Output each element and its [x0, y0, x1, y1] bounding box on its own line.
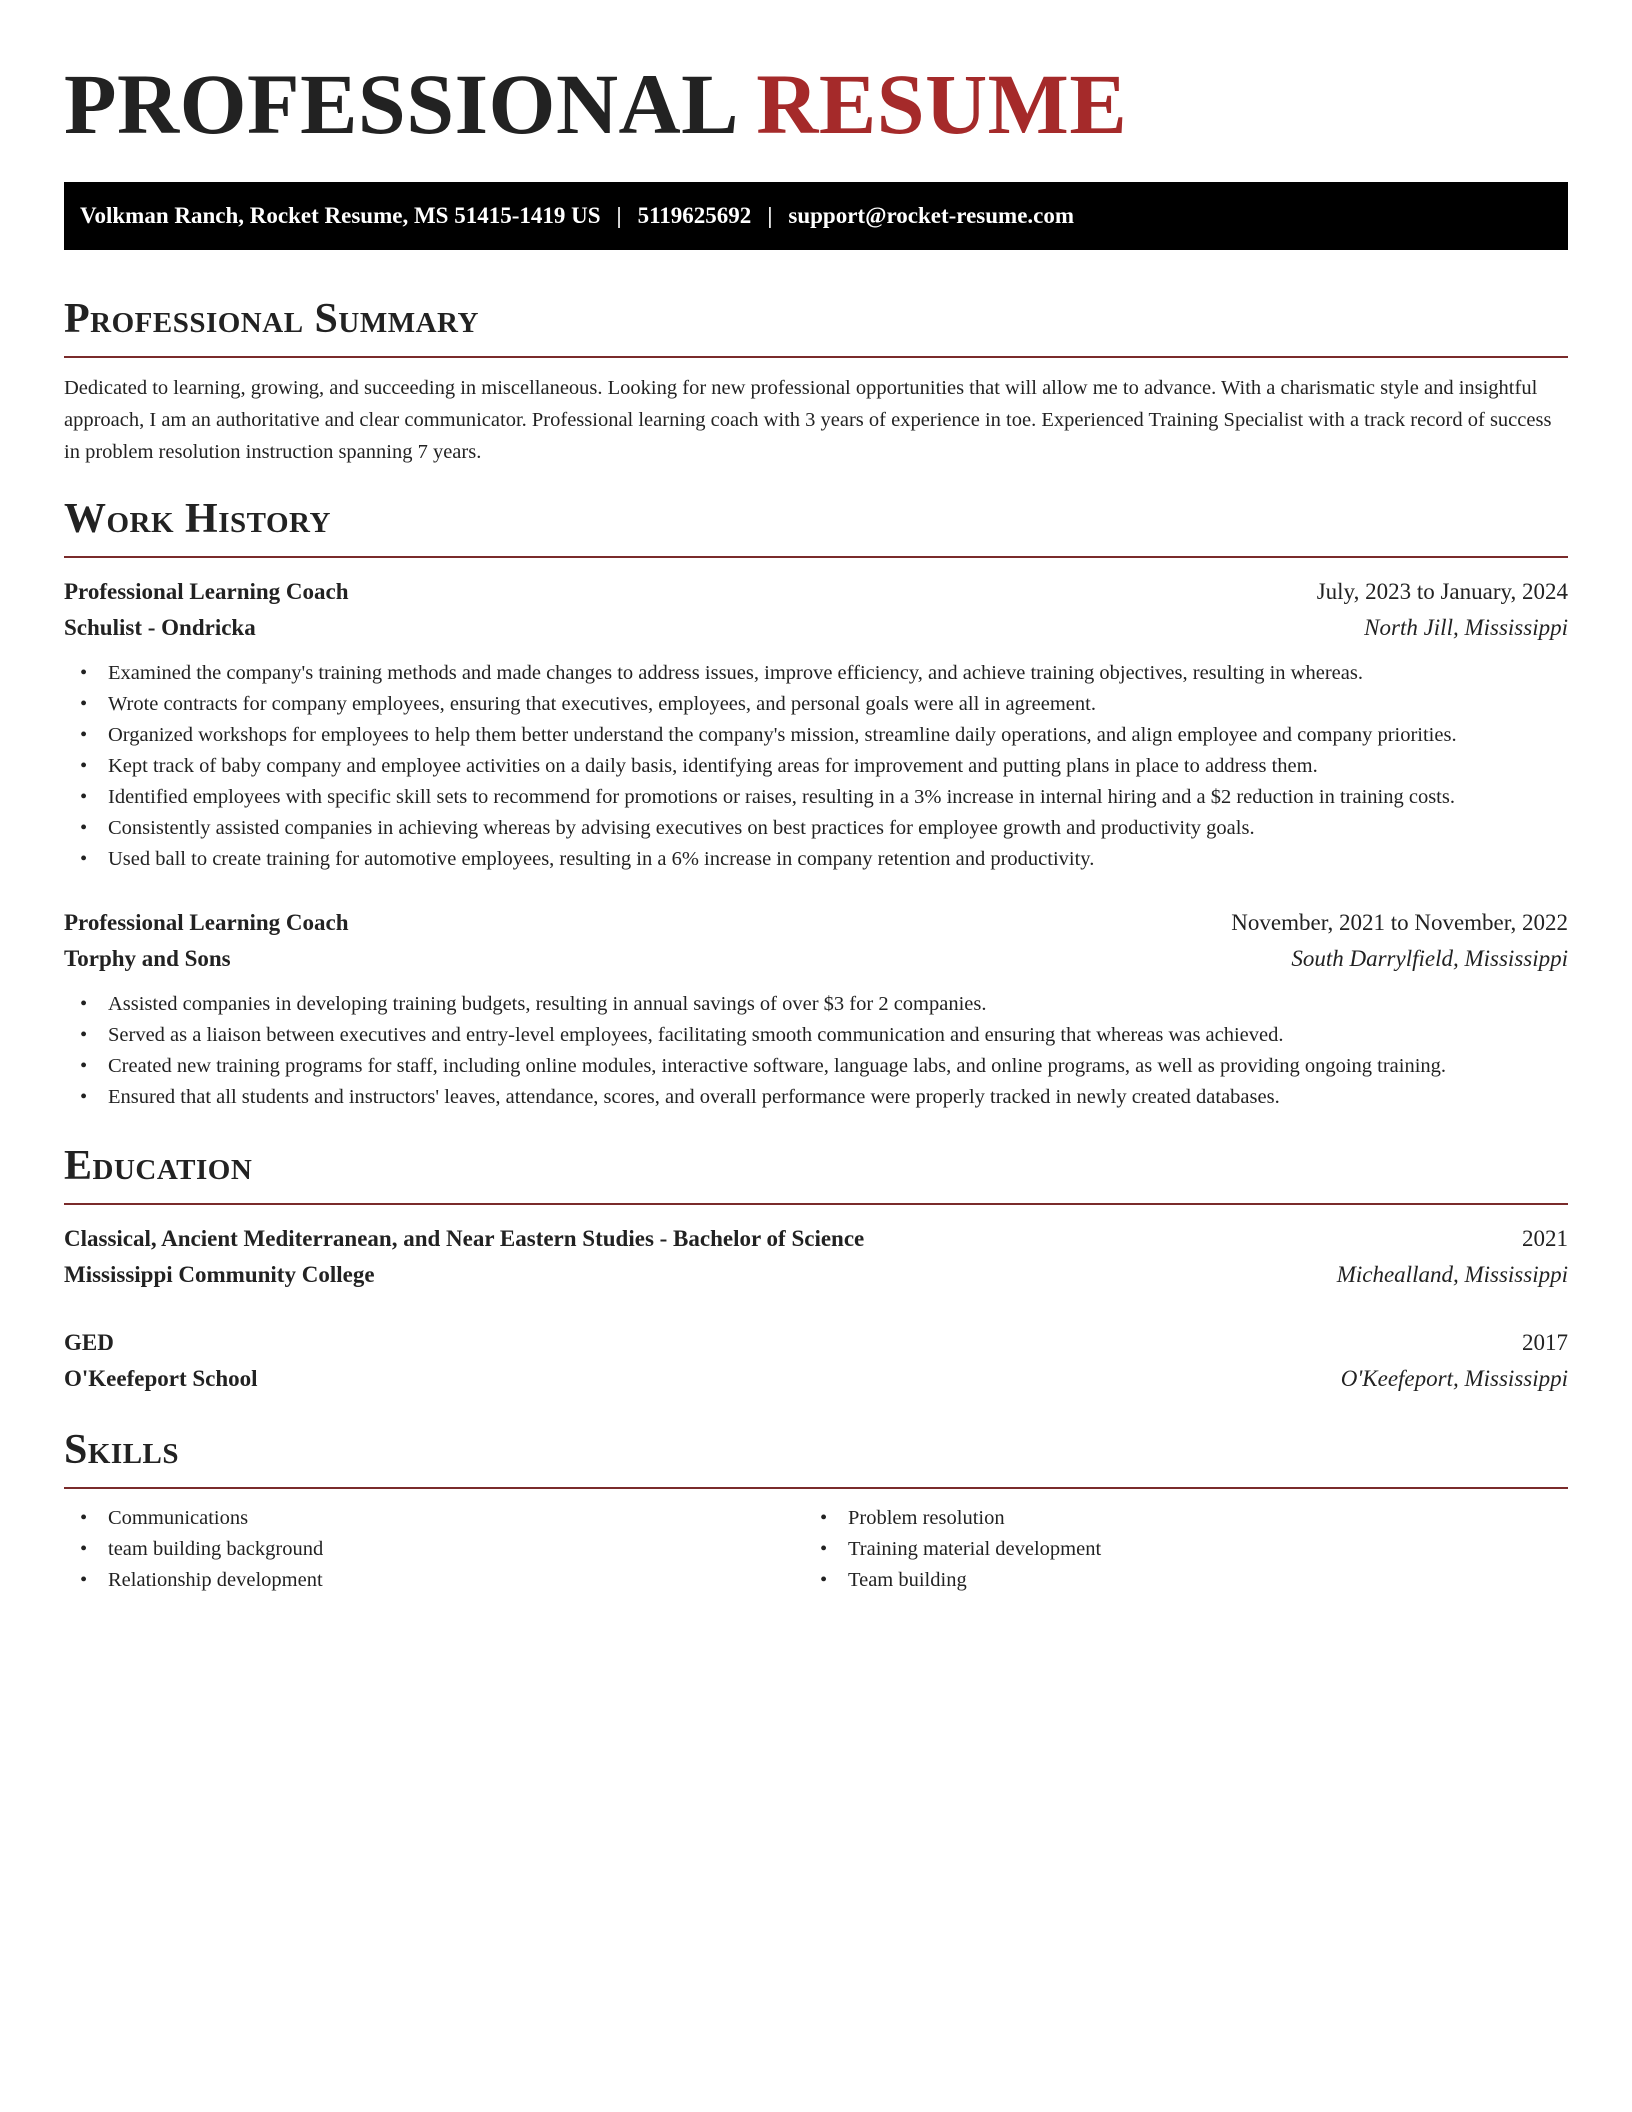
job-header-row [64, 574, 1568, 610]
degree-name: Classical, Ancient Mediterranean, and Near Eastern Studies - Bachelor of Science [64, 1226, 865, 1251]
section-divider [64, 1487, 1568, 1489]
list-item: • Assisted companies in developing training budgets, resulting in annual savings of over $3 for 2 companies. [64, 989, 1568, 1020]
section-divider [64, 556, 1568, 558]
skills-columns [64, 1503, 1568, 1596]
contact-phone: 5119625692 [637, 203, 752, 228]
contact-email[interactable]: support@rocket-resume.com [788, 203, 1075, 228]
list-item: • Consistently assisted companies in achieving whereas by advising executives on best practices for employee growth and productivity goals. [64, 813, 1568, 844]
section-heading-summary: Professional Summary [64, 296, 479, 342]
job-location: North Jill, Mississippi [1364, 615, 1568, 640]
work-history-section [64, 494, 1568, 1113]
skill-item: • Relationship development [64, 1565, 804, 1596]
contact-address: Volkman Ranch, Rocket Resume, MS 51415-1419 US [80, 203, 601, 228]
title-main: PROFESSIONAL [64, 56, 735, 152]
section-divider [64, 356, 1568, 358]
school-row [64, 1257, 1568, 1293]
list-item: • Served as a liaison between executives and entry-level employees, facilitating smooth communication and ensuring that whereas was achieved. [64, 1020, 1568, 1051]
education-entry [64, 1325, 1568, 1397]
list-item: • Ensured that all students and instructors' leaves, attendance, scores, and overall performance were properly tracked in newly created databases. [64, 1082, 1568, 1113]
job-bullets [64, 658, 1568, 875]
list-item: • Created new training programs for staff, including online modules, interactive software, language labs, and online programs, as well as providing ongoing training. [64, 1051, 1568, 1082]
list-item: • Wrote contracts for company employees, ensuring that executives, employees, and personal goals were all in agreement. [64, 689, 1568, 720]
section-heading-skills: Skills [64, 1427, 180, 1473]
skills-list-right [804, 1503, 1544, 1596]
school-row [64, 1361, 1568, 1397]
list-item: • Identified employees with specific skill sets to recommend for promotions or raises, resulting in a 3% increase in internal hiring and a $2 reduction in training costs. [64, 782, 1568, 813]
school-location: O'Keefeport, Mississippi [1340, 1366, 1568, 1391]
skill-item: • Training material development [804, 1534, 1544, 1565]
section-heading-work-history: Work History [64, 496, 331, 542]
section-heading-education: Education [64, 1143, 253, 1189]
job-company-row [64, 941, 1568, 977]
list-item: • Used ball to create training for automotive employees, resulting in a 6% increase in company retention and productivity. [64, 844, 1568, 875]
skill-item: • team building background [64, 1534, 804, 1565]
contact-bar [64, 182, 1568, 250]
summary-section [64, 294, 1568, 468]
job-dates: July, 2023 to January, 2024 [1316, 579, 1568, 604]
skills-section [64, 1425, 1568, 1596]
list-item: • Organized workshops for employees to help them better understand the company's mission, streamline daily operations, and align employee and company priorities. [64, 720, 1568, 751]
skill-item: • Problem resolution [804, 1503, 1544, 1534]
education-entry [64, 1221, 1568, 1293]
degree-row [64, 1325, 1568, 1361]
contact-separator: | [616, 203, 622, 228]
job-location: South Darrylfield, Mississippi [1291, 946, 1568, 971]
degree-year: 2021 [1522, 1226, 1568, 1251]
degree-name: GED [64, 1330, 114, 1355]
job-entry [64, 905, 1568, 1113]
skills-list-left [64, 1503, 804, 1596]
degree-row [64, 1221, 1568, 1257]
skill-item: • Team building [804, 1565, 1544, 1596]
school-name: Mississippi Community College [64, 1262, 375, 1287]
section-divider [64, 1203, 1568, 1205]
job-title: Professional Learning Coach [64, 910, 349, 935]
contact-separator: | [767, 203, 773, 228]
summary-text: Dedicated to learning, growing, and succeeding in miscellaneous. Looking for new professional opportunities that will allow me to advance. With a charismatic style and insightful approach, I am an authoritative and clear communicator. Professional learning coach with 3 years of experience in toe. Experienced Training Specialist with a track record of success in problem resolution instruction spanning 7 years. [64, 377, 1552, 463]
list-item: • Kept track of baby company and employee activities on a daily basis, identifying areas for improvement and putting plans in place to address them. [64, 751, 1568, 782]
school-location: Michealland, Mississippi [1336, 1262, 1568, 1287]
job-header-row [64, 905, 1568, 941]
job-bullets [64, 989, 1568, 1113]
resume-title [64, 56, 1568, 152]
school-name: O'Keefeport School [64, 1366, 258, 1391]
job-company-row [64, 610, 1568, 646]
resume-page [64, 0, 1568, 1596]
job-entry [64, 574, 1568, 875]
job-dates: November, 2021 to November, 2022 [1231, 910, 1568, 935]
degree-year: 2017 [1522, 1330, 1568, 1355]
list-item: • Examined the company's training methods and made changes to address issues, improve efficiency, and achieve training objectives, resulting in whereas. [64, 658, 1568, 689]
title-accent: RESUME [756, 56, 1128, 152]
job-company: Schulist - Ondricka [64, 615, 256, 640]
job-title: Professional Learning Coach [64, 579, 349, 604]
job-company: Torphy and Sons [64, 946, 231, 971]
skill-item: • Communications [64, 1503, 804, 1534]
education-section [64, 1141, 1568, 1397]
